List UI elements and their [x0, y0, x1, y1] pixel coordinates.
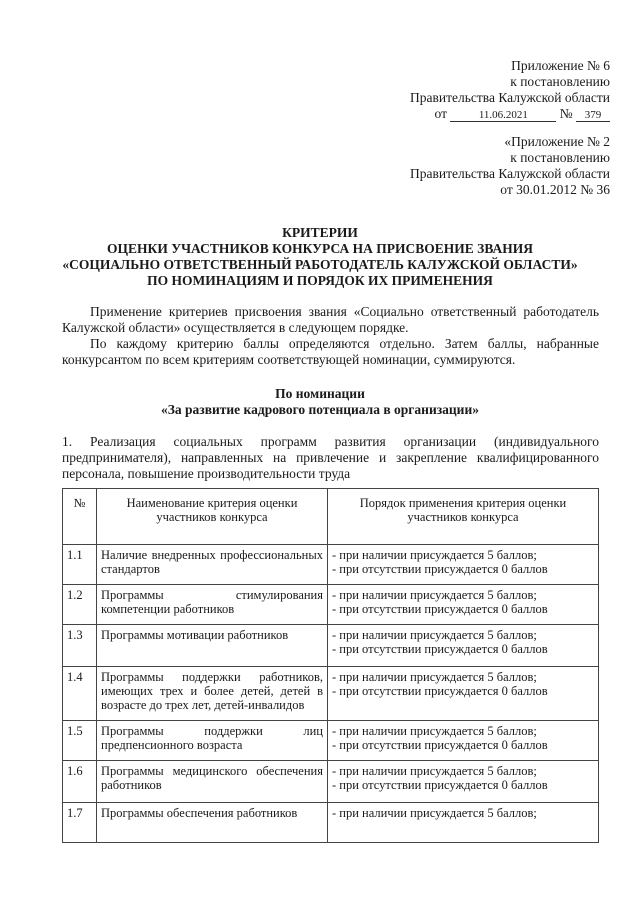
- intro-p2-line1: По каждому критерию баллы определяются отдельно. Затем баллы, набранные: [90, 336, 599, 351]
- row-criterion: Программы обеспечения работников: [97, 803, 328, 843]
- order-present: - при наличии присуждается 5 баллов;: [332, 806, 537, 820]
- title-line-4: ПО НОМИНАЦИЯМ И ПОРЯДОК ИХ ПРИМЕНЕНИЯ: [147, 273, 493, 288]
- appendix-header: [410, 58, 610, 122]
- row-order: [328, 803, 599, 843]
- table-header-row: [63, 489, 599, 545]
- title-line-1: КРИТЕРИИ: [282, 225, 358, 240]
- section-1-line2: предпринимателя), направленных на привлечение и закрепление квалифицированного: [62, 450, 599, 465]
- prev-appendix-government: Правительства Калужской области: [409, 166, 610, 181]
- table-row: [63, 803, 599, 843]
- prev-appendix-title: «Приложение № 2: [504, 134, 610, 149]
- table-row: [63, 585, 599, 625]
- row-criterion: Программы медицинского обеспечения работников: [97, 761, 328, 803]
- row-number: 1.3: [63, 625, 97, 667]
- row-number: 1.2: [63, 585, 97, 625]
- row-criterion: Программы стимулирования компетенции работников: [97, 585, 328, 625]
- section-1-line3: персонала, повышение производительности труда: [62, 466, 351, 481]
- appendix-title: Приложение № 6: [511, 58, 610, 73]
- decree-date: 11.06.2021: [450, 109, 556, 122]
- from-label: от: [434, 106, 447, 121]
- order-absent: - при отсутствии присуждается 0 баллов: [332, 738, 548, 752]
- order-present: - при наличии присуждается 5 баллов;: [332, 670, 537, 684]
- row-criterion: Программы поддержки работников, имеющих трех и более детей, детей в возрасте до трех лет, детей-инвалидов: [97, 667, 328, 721]
- intro-paragraphs: [62, 304, 599, 368]
- section-1-line1: 1. Реализация социальных программ развития организации (индивидуального: [62, 434, 599, 449]
- appendix-government: Правительства Калужской области: [409, 90, 610, 105]
- appendix-date-line: [410, 106, 610, 122]
- header-criterion-name: Наименование критерия оценки участников конкурса: [97, 489, 328, 545]
- table-row: [63, 667, 599, 721]
- row-order: [328, 761, 599, 803]
- decree-number: 379: [576, 109, 610, 122]
- row-number: 1.6: [63, 761, 97, 803]
- row-criterion: Наличие внедренных профессиональных стандартов: [97, 545, 328, 585]
- order-present: - при наличии присуждается 5 баллов;: [332, 724, 537, 738]
- nomination-heading: [0, 386, 640, 418]
- row-criterion: Программы поддержки лиц предпенсионного возраста: [97, 721, 328, 761]
- row-order: [328, 721, 599, 761]
- order-present: - при наличии присуждается 5 баллов;: [332, 588, 537, 602]
- row-order: [328, 585, 599, 625]
- table-row: [63, 761, 599, 803]
- prev-appendix-subtitle: к постановлению: [510, 150, 610, 165]
- row-order: [328, 667, 599, 721]
- intro-p2-line2: конкурсантом по всем критериям соответствующей номинации, суммируются.: [62, 352, 516, 367]
- intro-p1-line2: Калужской области» осуществляется в следующем порядке.: [62, 320, 409, 335]
- table-row: [63, 625, 599, 667]
- row-order: [328, 625, 599, 667]
- order-present: - при наличии присуждается 5 баллов;: [332, 548, 537, 562]
- row-number: 1.1: [63, 545, 97, 585]
- order-present: - при наличии присуждается 5 баллов;: [332, 628, 537, 642]
- title-line-2: ОЦЕНКИ УЧАСТНИКОВ КОНКУРСА НА ПРИСВОЕНИЕ ЗВАНИЯ: [107, 241, 533, 256]
- nomination-name: «За развитие кадрового потенциала в организации»: [161, 402, 479, 417]
- row-number: 1.4: [63, 667, 97, 721]
- order-absent: - при отсутствии присуждается 0 баллов: [332, 684, 548, 698]
- appendix-subtitle: к постановлению: [510, 74, 610, 89]
- title-line-3: «СОЦИАЛЬНО ОТВЕТСТВЕННЫЙ РАБОТОДАТЕЛЬ КАЛУЖСКОЙ ОБЛАСТИ»: [62, 257, 578, 272]
- row-criterion: Программы мотивации работников: [97, 625, 328, 667]
- order-absent: - при отсутствии присуждается 0 баллов: [332, 562, 548, 576]
- intro-p1-line1: Применение критериев присвоения звания «Социально ответственный работодатель: [90, 304, 599, 319]
- criteria-table: [62, 488, 599, 843]
- row-number: 1.7: [63, 803, 97, 843]
- table-row: [63, 721, 599, 761]
- previous-appendix-header: [410, 134, 610, 198]
- section-1-text: [62, 434, 599, 482]
- order-present: - при наличии присуждается 5 баллов;: [332, 764, 537, 778]
- nomination-label: По номинации: [275, 386, 365, 401]
- header-number: №: [63, 489, 97, 545]
- table-row: [63, 545, 599, 585]
- order-absent: - при отсутствии присуждается 0 баллов: [332, 602, 548, 616]
- header-application-order: Порядок применения критерия оценки участников конкурса: [328, 489, 599, 545]
- number-label: №: [559, 106, 573, 121]
- row-number: 1.5: [63, 721, 97, 761]
- order-absent: - при отсутствии присуждается 0 баллов: [332, 778, 548, 792]
- row-order: [328, 545, 599, 585]
- order-absent: - при отсутствии присуждается 0 баллов: [332, 642, 548, 656]
- document-title: [0, 225, 640, 289]
- prev-appendix-date: от 30.01.2012 № 36: [500, 182, 610, 197]
